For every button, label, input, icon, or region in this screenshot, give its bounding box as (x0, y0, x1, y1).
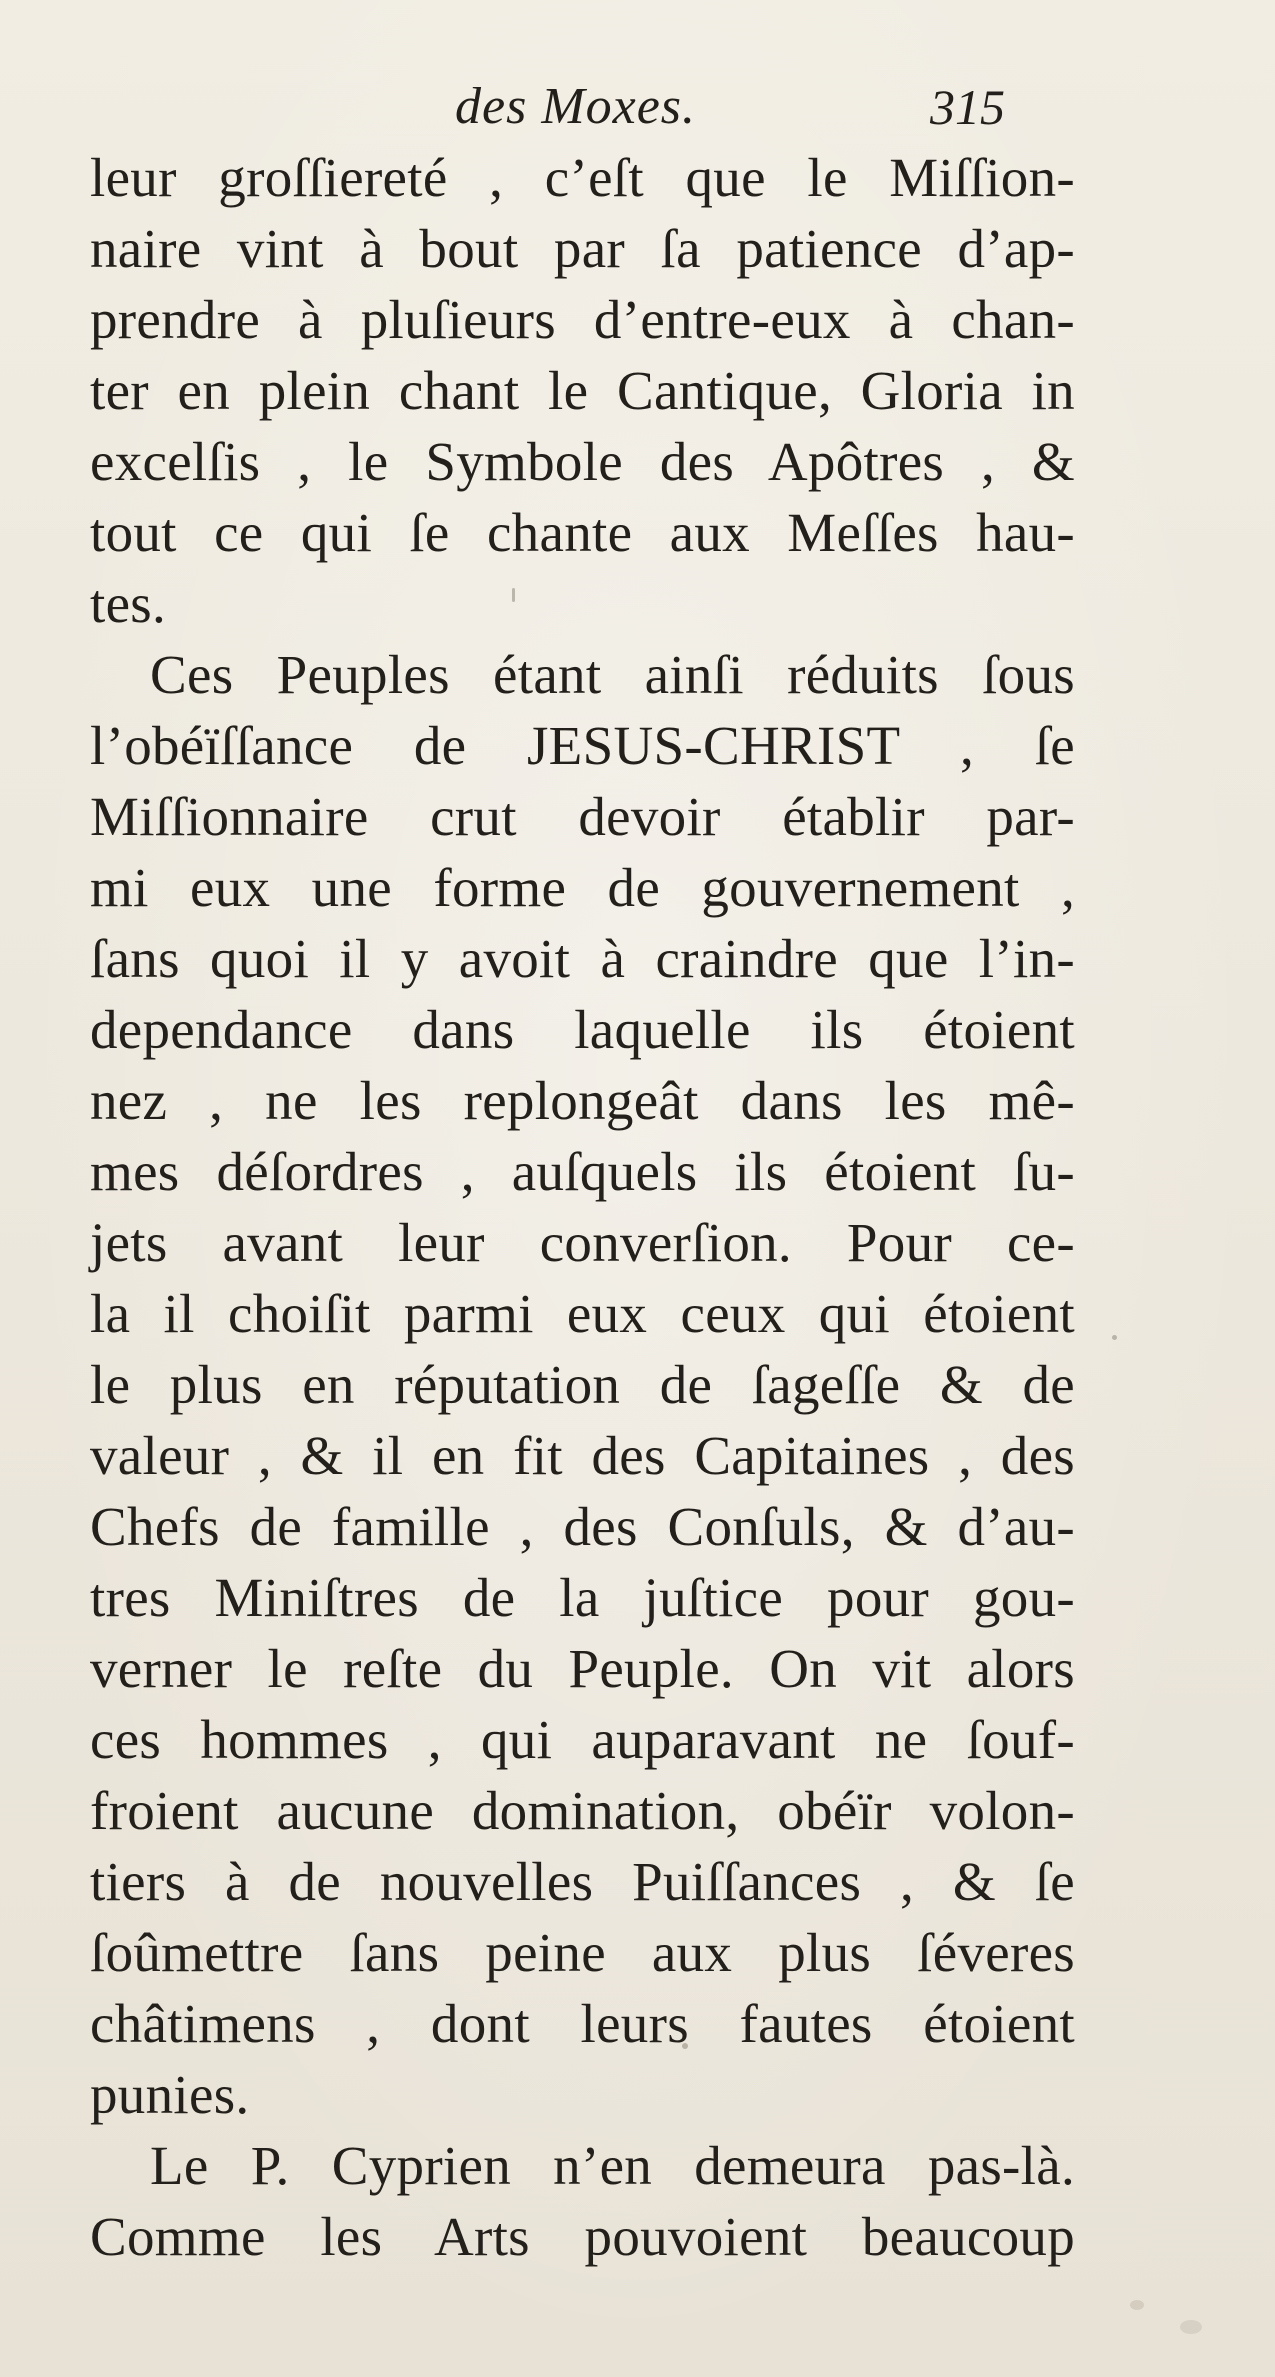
text-line: châtimens , dont leurs fautes étoient (90, 1993, 1075, 2054)
paragraph-start-line: Le P. Cyprien n’en demeura pas-là. (150, 2135, 1075, 2196)
text-line: mes déſordres , auſquels ils étoient ſu- (90, 1141, 1075, 1202)
text-line: Miſſionnaire crut devoir établir par- (90, 786, 1075, 847)
text-line: tiers à de nouvelles Puiſſances , & ſe (90, 1851, 1075, 1912)
paragraph-start-line: Ces Peuples étant ainſi réduits ſous (150, 644, 1075, 705)
text-line: ſans quoi il y avoit à craindre que l’in- (90, 928, 1075, 989)
text-line: nez , ne les replongeât dans les mê- (90, 1070, 1075, 1131)
text-line: mi eux une forme de gouvernement , (90, 857, 1075, 918)
text-line: punies. (90, 2064, 250, 2125)
text-line: le plus en réputation de ſageſſe & de (90, 1354, 1075, 1415)
page-header (0, 72, 1275, 142)
text-line: verner le reſte du Peuple. On vit alors (90, 1638, 1075, 1699)
body-text (90, 142, 1075, 2272)
text-line: prendre à pluſieurs d’entre-eux à chan- (90, 289, 1075, 350)
text-line: jets avant leur converſion. Pour ce- (90, 1212, 1075, 1273)
text-line: ſoûmettre ſans peine aux plus ſéveres (90, 1922, 1075, 1983)
text-line: froient aucune domination, obéïr volon- (90, 1780, 1075, 1841)
text-line: dependance dans laquelle ils étoient (90, 999, 1075, 1060)
text-line: l’obéïſſance de JESUS-CHRIST , ſe (90, 715, 1075, 776)
text-line: tres Miniſtres de la juſtice pour gou- (90, 1567, 1075, 1628)
paper-speck (1130, 2300, 1144, 2310)
text-line: leur groſſiereté , c’eſt que le Miſſion- (90, 147, 1075, 208)
running-title: des Moxes. (455, 78, 697, 135)
text-line: tout ce qui ſe chante aux Meſſes hau- (90, 502, 1075, 563)
text-line: Chefs de famille , des Conſuls, & d’au- (90, 1496, 1075, 1557)
text-line: la il choiſit parmi eux ceux qui étoient (90, 1283, 1075, 1344)
text-line: ces hommes , qui auparavant ne ſouf- (90, 1709, 1075, 1770)
text-line: excelſis , le Symbole des Apôtres , & (90, 431, 1075, 492)
paper-speck (1112, 1335, 1117, 1340)
text-line: valeur , & il en fit des Capitaines , des (90, 1425, 1075, 1486)
page-number: 315 (930, 79, 1005, 135)
paper-speck (1180, 2320, 1202, 2334)
text-line: naire vint à bout par ſa patience d’ap- (90, 218, 1075, 279)
text-line: tes. (90, 573, 167, 634)
text-line: Comme les Arts pouvoient beaucoup (90, 2206, 1075, 2267)
text-line: ter en plein chant le Cantique, Gloria in (90, 360, 1075, 421)
